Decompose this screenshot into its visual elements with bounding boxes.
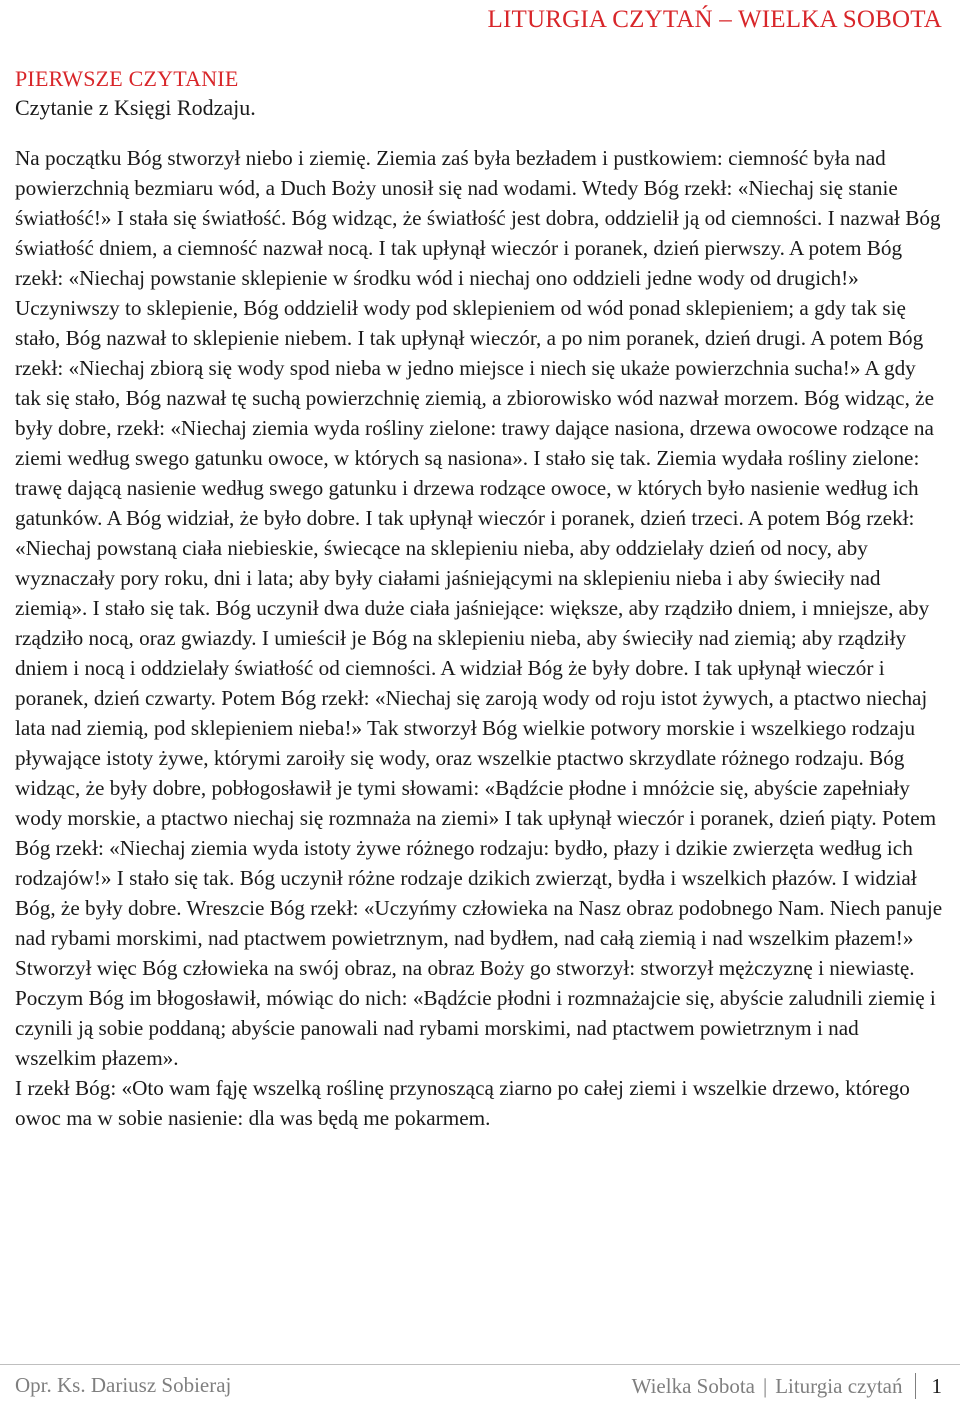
reading-body bbox=[15, 143, 945, 1133]
reading-paragraph: Na początku Bóg stworzył niebo i ziemię. Ziemia zaś była bezładem i pustkowiem: ciemność była nad powierzchnią bezmiaru wód, a Duch Boży unosił się nad wodami. Wtedy Bóg rzekł: «Niechaj się stanie światłość!» I stała się światłość. Bóg widząc, że światłość jest dobra, oddzielił ją od ciemności. I nazwał Bóg światłość dniem, a ciemność nazwał nocą. I tak upłynął wieczór i poranek, dzień pierwszy. A potem Bóg rzekł: «Niechaj powstanie sklepienie w środku wód i niechaj ono oddzieli jedne wody od drugich!» Uczyniwszy to sklepienie, Bóg oddzielił wody pod sklepieniem od wód ponad sklepieniem; a gdy tak się stało, Bóg nazwał to sklepienie niebem. I tak upłynął wieczór, a po nim poranek, dzień drugi. A potem Bóg rzekł: «Niechaj zbiorą się wody spod nieba w jedno miejsce i niech się ukaże powierzchnia sucha!» A gdy tak się stało, Bóg nazwał tę suchą powierzchnię ziemią, a zbiorowisko wód nazwał morzem. Bóg widząc, że były dobre, rzekł: «Niechaj ziemia wyda rośliny zielone: trawy dające nasiona, drzewa owocowe rodzące na ziemi według swego gatunku owoce, w których są nasiona». I stało się tak. Ziemia wydała rośliny zielone: trawę dającą nasienie według swego gatunku i drzewa rodzące owoce, w których było nasienie według ich gatunków. A Bóg widział, że było dobre. I tak upłynął wieczór i poranek, dzień trzeci. A potem Bóg rzekł: «Niechaj powstaną ciała niebieskie, świecące na sklepieniu nieba, aby oddzielały dzień od nocy, aby wyznaczały pory roku, dni i lata; aby były ciałami jaśniejącymi na sklepieniu nieba i aby świeciły nad ziemią». I stało się tak. Bóg uczynił dwa duże ciała jaśniejące: większe, aby rządziło dniem, i mniejsze, aby rządziło nocą, oraz gwiazdy. I umieścił je Bóg na sklepieniu nieba, aby świeciły nad ziemią; aby rządziły dniem i nocą i oddzielały światłość od ciemności. A widział Bóg że były dobre. I tak upłynął wieczór i poranek, dzień czwarty. Potem Bóg rzekł: «Niechaj się zaroją wody od roju istot żywych, a ptactwo niechaj lata nad ziemią, pod sklepieniem nieba!» Tak stworzył Bóg wielkie potwory morskie i wszelkiego rodzaju pływające istoty żywe, którymi zaroiły się wody, oraz wszelkie ptactwo skrzydlate różnego rodzaju. Bóg widząc, że były dobre, pobłogosławił je tymi słowami: «Bądźcie płodne i mnóżcie się, abyście zapełniały wody morskie, a ptactwo niechaj się rozmnaża na ziemi» I tak upłynął wieczór i poranek, dzień piąty. Potem Bóg rzekł: «Niechaj ziemia wyda istoty żywe różnego rodzaju: bydło, płazy i dzikie zwierzęta według ich rodzajów!» I stało się tak. Bóg uczynił różne rodzaje dzikich zwierząt, bydła i wszelkich płazów. I widział Bóg, że były dobre. Wreszcie Bóg rzekł: «Uczyńmy człowieka na Nasz obraz podobnego Nam. Niech panuje nad rybami morskimi, nad ptactwem powietrznym, nad bydłem, nad całą ziemią i nad wszelkim płazem!» Stworzył więc Bóg człowieka na swój obraz, na obraz Boży go stworzył: stworzył mężczyznę i niewiastę. Poczym Bóg im błogosławił, mówiąc do nich: «Bądźcie płodni i rozmnażajcie się, abyście zaludnili ziemię i czynili ją sobie poddaną; abyście panowali nad rybami morskimi, nad ptactwem powietrznym i nad wszelkim płazem». bbox=[15, 146, 943, 1070]
footer-section: Wielka Sobota bbox=[631, 1373, 755, 1398]
document-title: LITURGIA CZYTAŃ – WIELKA SOBOTA bbox=[487, 6, 942, 33]
footer-page-divider bbox=[915, 1373, 916, 1399]
footer-right bbox=[632, 1373, 942, 1399]
page-number: 1 bbox=[931, 1373, 942, 1398]
page-footer bbox=[0, 1364, 960, 1405]
reading-source: Czytanie z Księgi Rodzaju. bbox=[15, 95, 256, 120]
reading-paragraph: I rzekł Bóg: «Oto wam fąję wszelką roślinę przynoszącą ziarno po całej ziemi i wszelkie drzewo, którego owoc ma w sobie nasienie: dla was będą me pokarmem. bbox=[15, 1076, 910, 1130]
footer-subsection: Liturgia czytań bbox=[775, 1373, 903, 1398]
footer-author: Opr. Ks. Dariusz Sobieraj bbox=[15, 1373, 232, 1397]
reading-label: PIERWSZE CZYTANIE bbox=[15, 66, 239, 91]
footer-separator: | bbox=[762, 1373, 768, 1398]
